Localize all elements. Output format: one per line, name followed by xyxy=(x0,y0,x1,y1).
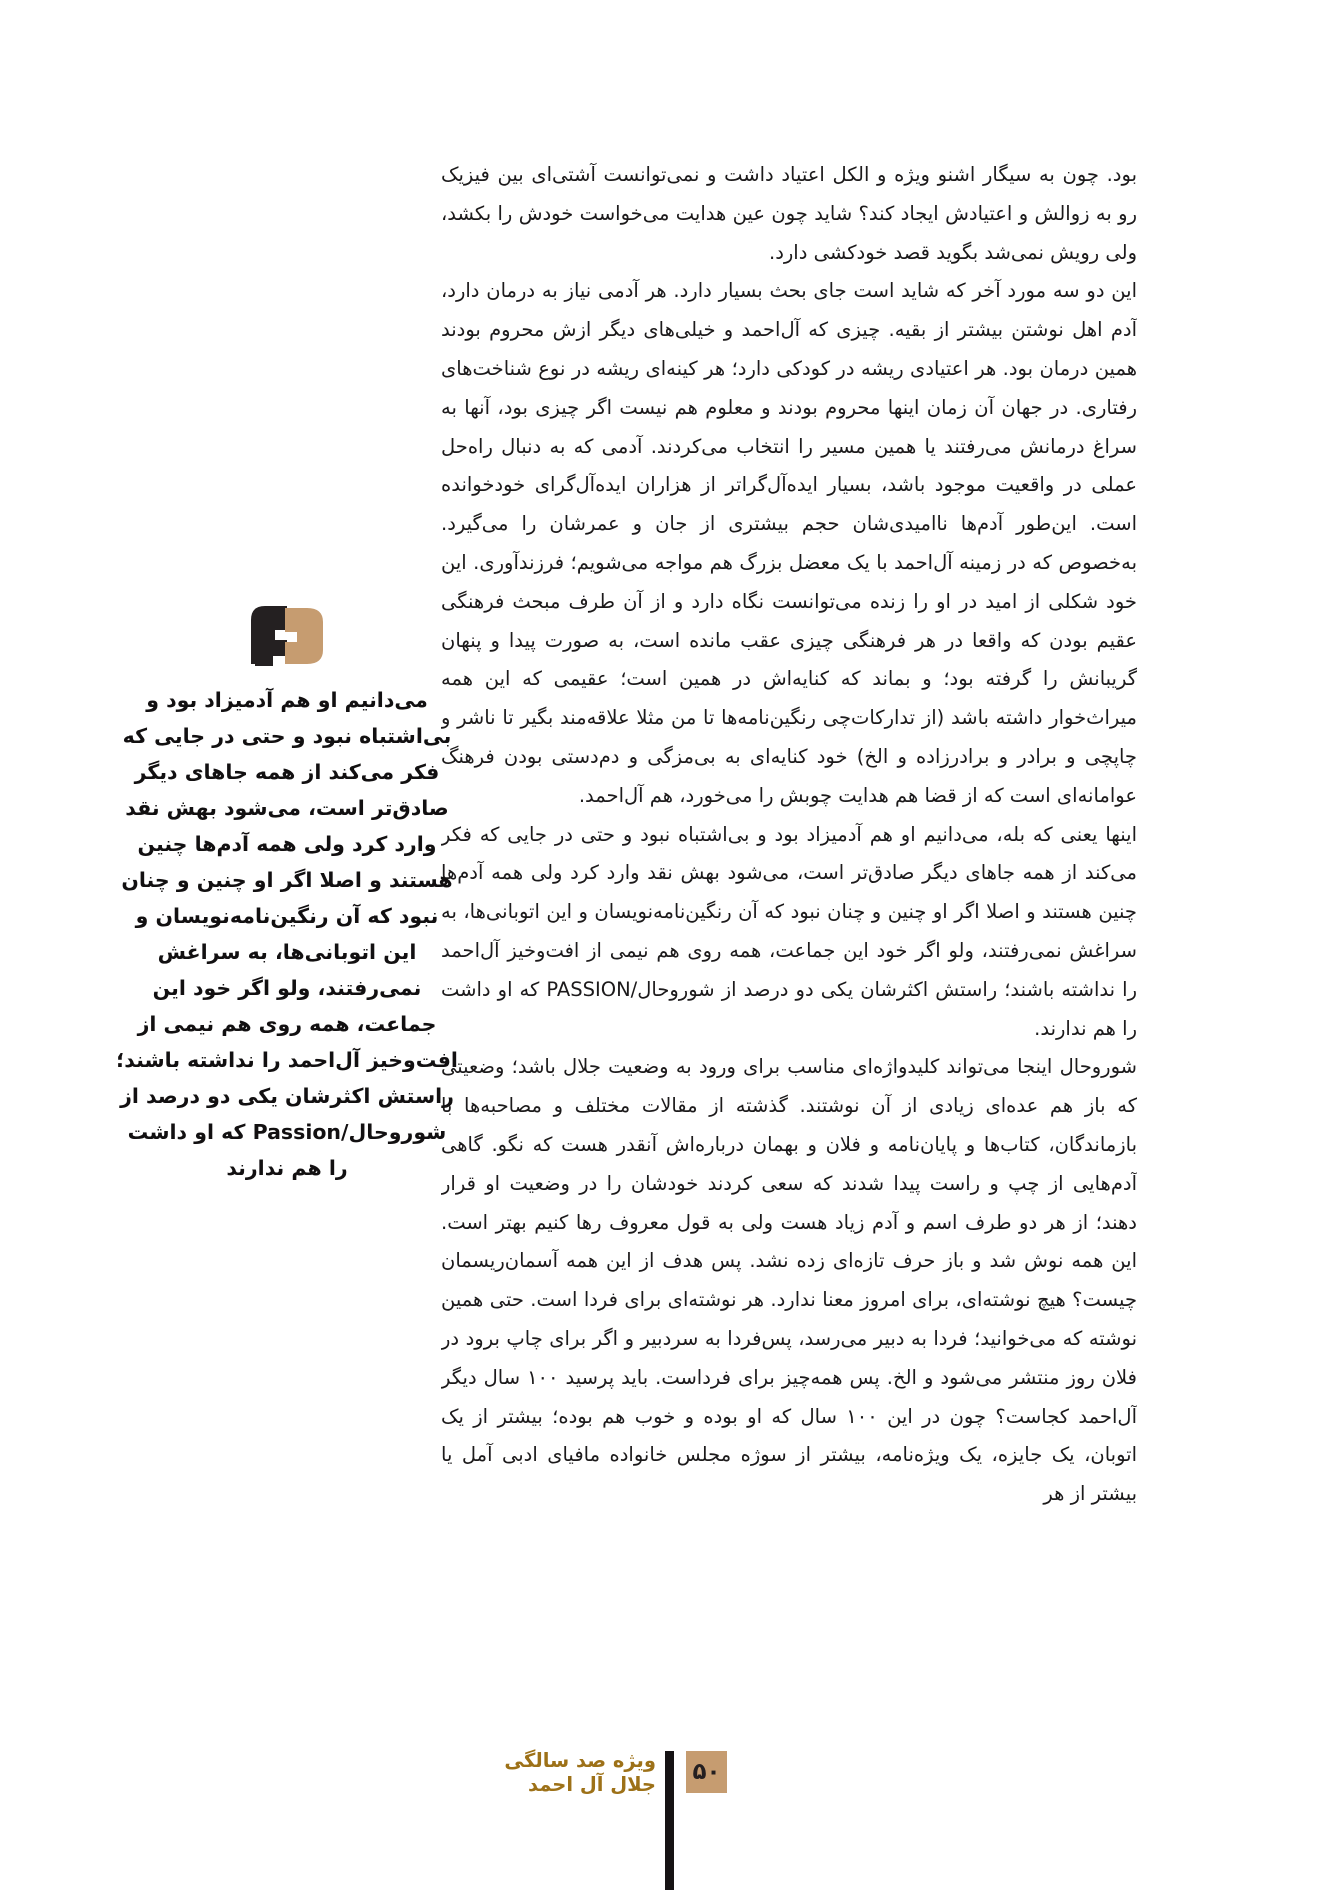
article-paragraph: اینها یعنی که بله، می‌دانیم او هم آدمیزاد بود و بی‌اشتباه نبود و حتی در جایی که فکر می‌کند از همه جاهای دیگر صادق‌تر است، می‌شود بهش نقد وارد کرد ولی همه آدم‌ها چنین هستند و اصلا اگر او چنین و چنان نبود که آن رنگین‌نامه‌نویسان و این اتوبانی‌ها، به سراغش نمی‌رفتند، ولو اگر خود این جماعت، همه روی هم نیمی از افت‌وخیز آل‌احمد را نداشته باشند؛ راستش اکثرشان یکی دو درصد از شوروحال/PASSION که او داشت را هم ندارند. xyxy=(441,822,1137,1040)
footer-section-label-line2: جلال آل احمد xyxy=(527,1773,656,1796)
article-paragraph: این دو سه مورد آخر که شاید است جای بحث بسیار دارد. هر آدمی نیاز به درمان دارد، آدم اهل نوشتن بیشتر از بقیه. چیزی که آل‌احمد و خیلی‌های دیگر ازش محروم بودند همین درمان بود. هر اعتیادی ریشه در کودکی دارد؛ هر کینه‌ای ریشه در نوع شناخت‌های رفتاری. در جهان آن زمان اینها محروم بودند و معلوم هم نیست اگر چیزی بود، آنها به سراغ درمانش می‌رفتند یا همین مسیر را انتخاب می‌کردند. آدمی که به دنبال راه‌حل عملی در واقعیت موجود باشد، بسیار ایده‌آل‌گراتر از هزاران ایده‌آل‌گرای خودخوانده است. این‌طور آدم‌ها ناامیدی‌شان حجم بیشتری از جان و عمرشان را می‌گیرد. به‌خصوص که در زمینه آل‌احمد با یک معضل بزرگ هم مواجه می‌شویم؛ فرزندآوری. این خود شکلی از امید در او را زنده می‌توانست نگاه دارد و از آن طرف مبحث فرهنگی عقیم بودن که واقعا در هر فرهنگی چیزی عقب مانده است، به صورت پیدا و پنهان گریبانش را گرفته بود؛ و بماند که کنایه‌اش در همین است؛ عقیمی که این همه میراث‌خوار داشته باشد (از تدارکات‌چی رنگین‌نامه‌ها تا من مثلا علاقه‌مند بگیر تا ناشر و چاپچی و برادر و برادرزاده و الخ) خود کنایه‌ای به بی‌مزگی و دم‌دستی بودن فرهنگ عوامانه‌ای است که از قضا هم هدایت چوبش را می‌خورد، هم آل‌احمد. xyxy=(441,279,1137,807)
article-body xyxy=(441,156,1137,1514)
page-number-badge xyxy=(686,1751,727,1793)
pullquote-text: می‌دانیم او هم آدمیزاد بود و بی‌اشتباه نبود و حتی در جایی که فکر می‌کند از همه جاهای دیگر صادق‌تر است، می‌شود بهش نقد وارد کرد ولی همه آدم‌ها چنین هستند و اصلا اگر او چنین و چنان نبود که آن رنگین‌نامه‌نویسان و این اتوبانی‌ها، به سراغش نمی‌رفتند، ولو اگر خود این جماعت، همه روی هم نیمی از افت‌وخیز آل‌احمد را نداشته باشند؛ راستش اکثرشان یکی دو درصد از شوروحال/Passion که او داشت را هم ندارند xyxy=(116,688,458,1180)
footer-section-label xyxy=(504,1749,656,1797)
footer-section-label-line1: ویژه صد سالگی xyxy=(504,1749,656,1772)
page-number: ۵۰ xyxy=(692,1759,721,1785)
article-paragraph: شوروحال اینجا می‌تواند کلیدواژه‌ای مناسب برای ورود به وضعیت جلال باشد؛ وضعیتی که باز هم عده‌ای زیادی از آن نوشتند. گذشته از مقالات مختلف و مصاحبه‌ها با بازماندگان، کتاب‌ها و پایان‌نامه و فلان و بهمان درباره‌اش آنقدر هست که نگو. گاهی آدم‌هایی از چپ و راست پیدا شدند که سعی کردند خودشان را در وضعیت او قرار دهند؛ از هر دو طرف اسم و آدم زیاد هست ولی به قول معروف رها کنیم بهتر است. این همه نوش شد و باز حرف تازه‌ای زده نشد. پس هدف از این همه آسمان‌ریسمان چیست؟ هیچ نوشته‌ای، برای امروز معنا ندارد. هر نوشته‌ای برای فردا است. حتی همین نوشته که می‌خوانید؛ فردا به دبیر می‌رسد، پس‌فردا به سردبیر و اگر برای چاپ برود در فلان روز منتشر می‌شود و الخ. پس همه‌چیز برای فرداست. باید پرسید ۱۰۰ سال دیگر آل‌احمد کجاست؟ چون در این ۱۰۰ سال که او بوده و خوب هم بوده؛ بیشتر از یک اتوبان، یک جایزه، یک ویژه‌نامه، بیشتر از سوژه مجلس خانواده مافیای ادبی آمل یا بیشتر از هر xyxy=(441,1055,1137,1506)
article-paragraph: بود. چون به سیگار اشنو ویژه و الکل اعتیاد داشت و نمی‌توانست آشتی‌ای بین فیزیک رو به زوالش و اعتیادش ایجاد کند؟ شاید چون عین هدایت می‌خواست خودش را بکشد، ولی رویش نمی‌شد بگوید قصد خودکشی دارد. xyxy=(441,163,1137,264)
footer-divider-bar xyxy=(665,1751,674,1890)
pullquote xyxy=(116,604,458,1186)
double-quote-icon xyxy=(116,604,458,670)
